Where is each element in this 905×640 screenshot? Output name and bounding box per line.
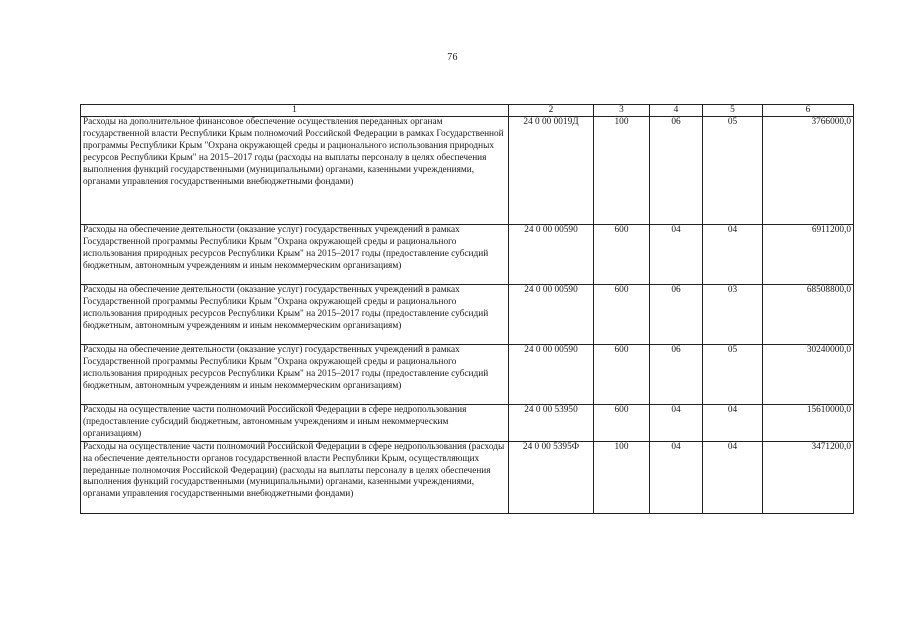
row-target-code: 24 0 00 5395Ф	[509, 441, 594, 513]
row-section: 04	[650, 405, 703, 442]
header-col-4: 4	[650, 105, 703, 117]
row-target-code: 24 0 00 0019Д	[509, 117, 594, 225]
row-amount: 3471200,0	[763, 441, 854, 513]
row-target-code: 24 0 00 00590	[509, 285, 594, 345]
row-subsection: 03	[703, 285, 763, 345]
row-subsection: 04	[703, 405, 763, 442]
table-header	[81, 105, 854, 117]
header-col-3: 3	[594, 105, 650, 117]
table-row	[81, 285, 854, 345]
table-row	[81, 345, 854, 405]
row-amount: 68508800,0	[763, 285, 854, 345]
row-expense-type: 600	[594, 405, 650, 442]
row-description: Расходы на дополнительное финансовое обеспечение осуществления переданных органам государственной власти Республики Крым полномочий Российской Федерации в рамках Государственной программы Республики Крым "Охрана окружающей среды и рационального использования природных ресурсов Республики Крым" на 2015–2017 годы (расходы на выплаты персоналу в целях обеспечения выполнения функций государственными (муниципальными) органами, казенными учреждениями, органами управления государственными внебюджетными фондами)	[81, 117, 509, 225]
row-subsection: 04	[703, 225, 763, 285]
row-amount: 6911200,0	[763, 225, 854, 285]
row-expense-type: 100	[594, 117, 650, 225]
table-row	[81, 225, 854, 285]
table-row	[81, 117, 854, 225]
header-col-5: 5	[703, 105, 763, 117]
row-description: Расходы на обеспечение деятельности (оказание услуг) государственных учреждений в рамках Государственной программы Республики Крым "Охрана окружающей среды и рационального использования природных ресурсов Республики Крым" на 2015–2017 годы (предоставление субсидий бюджетным, автономным учреждениям и иным некоммерческим организациям)	[81, 345, 509, 405]
row-subsection: 04	[703, 441, 763, 513]
row-expense-type: 600	[594, 225, 650, 285]
table-body	[81, 117, 854, 514]
header-col-1: 1	[81, 105, 509, 117]
row-target-code: 24 0 00 53950	[509, 405, 594, 442]
row-expense-type: 100	[594, 441, 650, 513]
row-subsection: 05	[703, 345, 763, 405]
page-number: 76	[447, 52, 458, 63]
header-col-2: 2	[509, 105, 594, 117]
row-target-code: 24 0 00 00590	[509, 345, 594, 405]
table-row	[81, 405, 854, 442]
row-description: Расходы на осуществление части полномочий Российской Федерации в сфере недропользования (расходы на обеспечение деятельности органов государственной власти Республики Крым, осуществляющих переданные полномочия Российской Федерации) (расходы на выплаты персоналу в целях обеспечения выполнения функций государственными (муниципальными) органами, казенными учреждениями, органами управления государственными внебюджетными фондами)	[81, 441, 509, 513]
row-section: 06	[650, 285, 703, 345]
row-expense-type: 600	[594, 285, 650, 345]
row-section: 06	[650, 117, 703, 225]
row-section: 04	[650, 441, 703, 513]
row-description: Расходы на обеспечение деятельности (оказание услуг) государственных учреждений в рамках Государственной программы Республики Крым "Охрана окружающей среды и рационального использования природных ресурсов Республики Крым" на 2015–2017 годы (предоставление субсидий бюджетным, автономным учреждениям и иным некоммерческим организациям)	[81, 285, 509, 345]
row-expense-type: 600	[594, 345, 650, 405]
row-subsection: 05	[703, 117, 763, 225]
row-target-code: 24 0 00 00590	[509, 225, 594, 285]
row-amount: 30240000,0	[763, 345, 854, 405]
row-description: Расходы на осуществление части полномочий Российской Федерации в сфере недропользования (предоставление субсидий бюджетным, автономным учреждениям и иным некоммерческим организациям)	[81, 405, 509, 442]
header-col-6: 6	[763, 105, 854, 117]
header-row	[81, 105, 854, 117]
row-section: 04	[650, 225, 703, 285]
row-section: 06	[650, 345, 703, 405]
row-amount: 15610000,0	[763, 405, 854, 442]
table-row	[81, 441, 854, 513]
row-amount: 3766000,0	[763, 117, 854, 225]
budget-table	[80, 104, 854, 514]
row-description: Расходы на обеспечение деятельности (оказание услуг) государственных учреждений в рамках Государственной программы Республики Крым "Охрана окружающей среды и рационального использования природных ресурсов Республики Крым" на 2015–2017 годы (предоставление субсидий бюджетным, автономным учреждениям и иным некоммерческим организациям)	[81, 225, 509, 285]
